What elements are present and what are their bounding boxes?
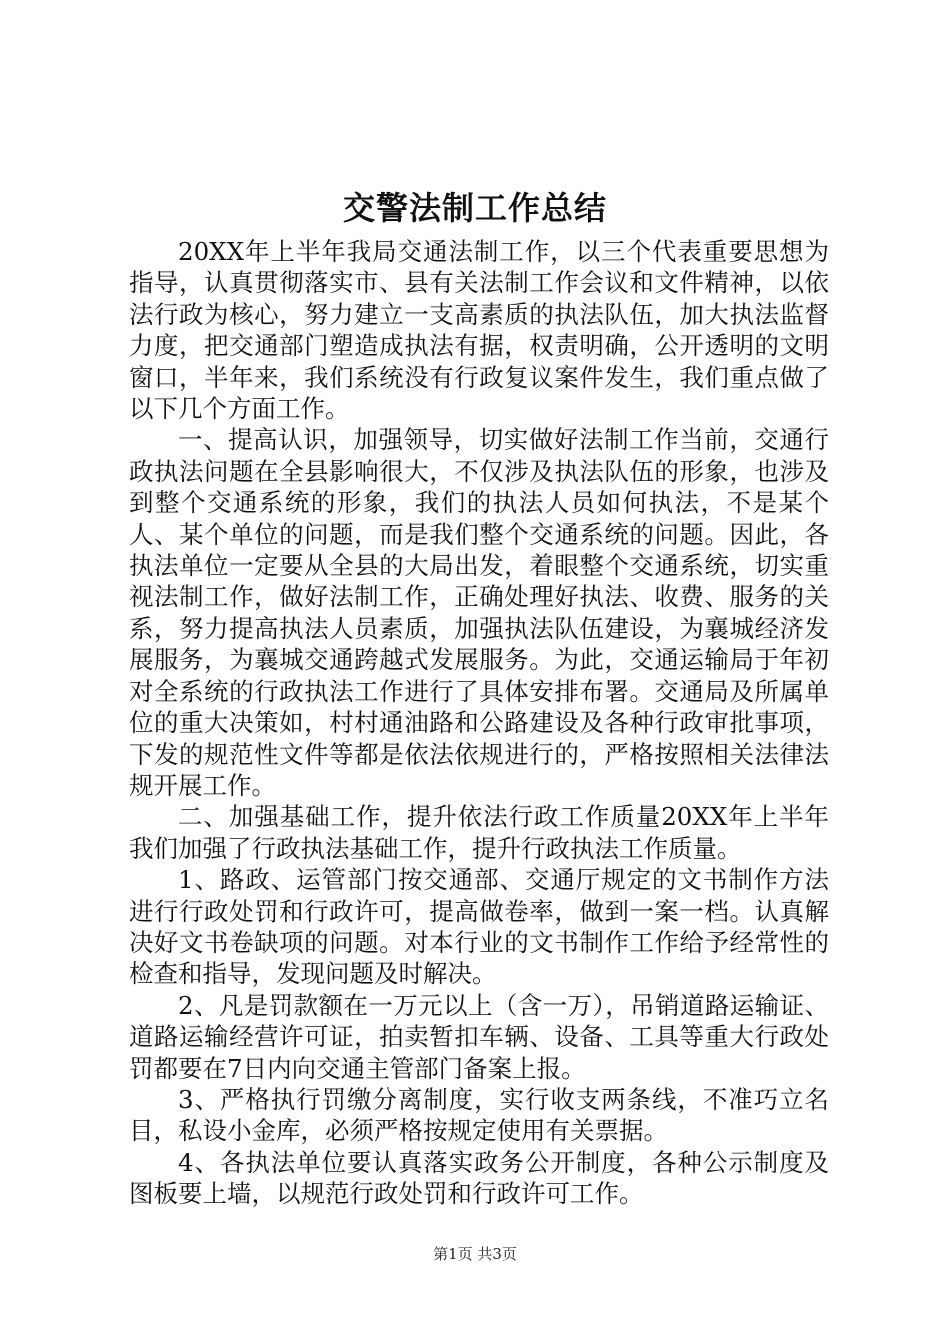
paragraph-section-2: 二、加强基础工作，提升依法行政工作质量20XX年上半年我们加强了行政执法基础工作，提升行政执法工作质量。 [129,802,829,863]
paragraph-section-1: 一、提高认识，加强领导，切实做好法制工作当前，交通行政执法问题在全县影响很大，不仅涉及执法队伍的形象，也涉及到整个交通系统的形象，我们的执法人员如何执法，不是某个人、某个单位的问题，而是我们整个交通系统的问题。因此，各执法单位一定要从全县的大局出发，着眼整个交通系统，切实重视法制工作，做好法制工作，正确处理好执法、收费、服务的关系，努力提高执法人员素质，加强执法队伍建设，为襄城经济发展服务，为襄城交通跨越式发展服务。为此，交通运输局于年初对全系统的行政执法工作进行了具体安排布署。交通局及所属单位的重大决策如，村村通油路和公路建设及各种行政审批事项，下发的规范性文件等都是依法依规进行的，严格按照相关法律法规开展工作。 [129,425,829,800]
document-body [129,236,829,1210]
paragraph-item-2: 2、凡是罚款额在一万元以上（含一万），吊销道路运输证、道路运输经营许可证，拍卖暂扣车辆、设备、工具等重大行政处罚都要在7日内向交通主管部门备案上报。 [129,990,829,1083]
document-title: 交警法制工作总结 [342,189,607,227]
paragraph-intro: 20XX年上半年我局交通法制工作，以三个代表重要思想为指导，认真贯彻落实市、县有关法制工作会议和文件精神，以依法行政为核心，努力建立一支高素质的执法队伍，加大执法监督力度，把交通部门塑造成执法有据，权责明确，公开透明的文明窗口，半年来，我们系统没有行政复议案件发生，我们重点做了以下几个方面工作。 [129,237,829,424]
page-footer: 第1页 共3页 [433,1245,517,1263]
paragraph-item-3: 3、严格执行罚缴分离制度，实行收支两条线，不准巧立名目，私设小金库，必须严格按规定使用有关票据。 [129,1084,829,1146]
paragraph-item-1: 1、路政、运管部门按交通部、交通厅规定的文书制作方法进行行政处罚和行政许可，提高做卷率，做到一案一档。认真解决好文书卷缺项的问题。对本行业的文书制作工作给予经常性的检查和指导，发现问题及时解决。 [129,865,829,989]
paragraph-item-4: 4、各执法单位要认真落实政务公开制度，各种公示制度及图板要上墙，以规范行政处罚和行政许可工作。 [129,1147,829,1209]
